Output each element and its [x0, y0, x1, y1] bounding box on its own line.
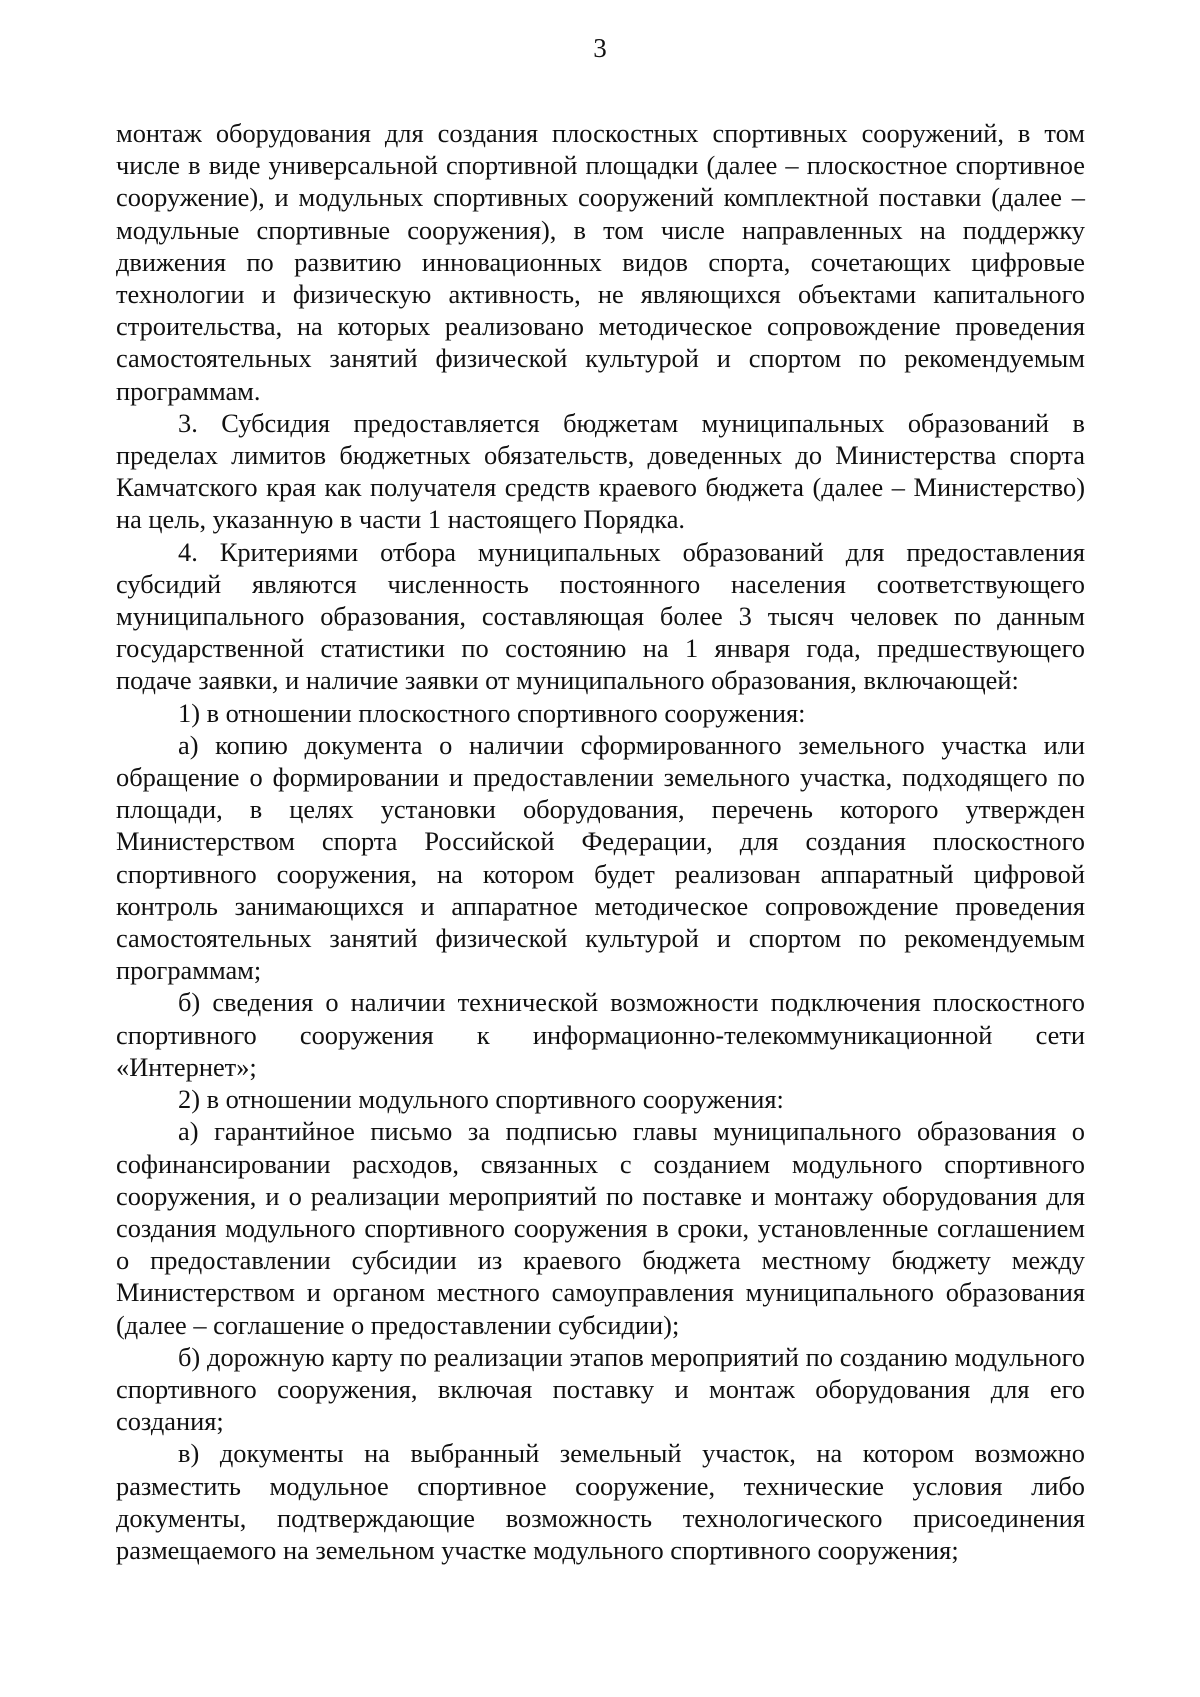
document-body	[116, 117, 1085, 1566]
paragraph-subitem-1a: а) копию документа о наличии сформированного земельного участка или обращение о формировании и предоставлении земельного участка, подходящего по площади, в целях установки оборудования, перечень которого утвержден Министерством спорта Российской Федерации, для создания плоскостного спортивного сооружения, на котором будет реализован аппаратный цифровой контроль занимающихся и аппаратное методическое сопровождение проведения самостоятельных занятий физической культурой и спортом по рекомендуемым программам;	[116, 729, 1085, 986]
paragraph-item-3: 3. Субсидия предоставляется бюджетам муниципальных образований в пределах лимитов бюджетных обязательств, доведенных до Министерства спорта Камчатского края как получателя средств краевого бюджета (далее – Министерство) на цель, указанную в части 1 настоящего Порядка.	[116, 407, 1085, 535]
paragraph-continuation: монтаж оборудования для создания плоскостных спортивных сооружений, в том числе в виде универсальной спортивной площадки (далее – плоскостное спортивное сооружение), и модульных спортивных сооружений комплектной поставки (далее – модульные спортивные сооружения), в том числе направленных на поддержку движения по развитию инновационных видов спорта, сочетающих цифровые технологии и физическую активность, не являющихся объектами капитального строительства, на которых реализовано методическое сопровождение проведения самостоятельных занятий физической культурой и спортом по рекомендуемым программам.	[116, 118, 1085, 406]
paragraph-subitem-2b: б) дорожную карту по реализации этапов мероприятий по созданию модульного спортивного сооружения, включая поставку и монтаж оборудования для его создания;	[116, 1341, 1085, 1437]
page-number: 3	[593, 33, 607, 63]
paragraph-subitem-2: 2) в отношении модульного спортивного сооружения:	[178, 1084, 784, 1115]
paragraph-item-4: 4. Критериями отбора муниципальных образований для предоставления субсидий являются численность постоянного населения соответствующего муниципального образования, составляющая более 3 тысяч человек по данным государственной статистики по состоянию на 1 января года, предшествующего подаче заявки, и наличие заявки от муниципального образования, включающей:	[116, 536, 1085, 696]
paragraph-subitem-2c: в) документы на выбранный земельный участок, на котором возможно разместить модульное спортивное сооружение, технические условия либо документы, подтверждающие возможность технологического присоединения размещаемого на земельном участке модульного спортивного сооружения;	[116, 1438, 1085, 1565]
paragraph-subitem-1: 1) в отношении плоскостного спортивного сооружения:	[178, 697, 806, 728]
paragraph-subitem-1b: б) сведения о наличии технической возможности подключения плоскостного спортивного сооружения к информационно-телекоммуникационной сети «Интернет»;	[116, 987, 1085, 1082]
paragraph-subitem-2a: а) гарантийное письмо за подписью главы муниципального образования о софинансировании расходов, связанных с созданием модульного спортивного сооружения, и о реализации мероприятий по поставке и монтажу оборудования для создания модульного спортивного сооружения в сроки, установленные соглашением о предоставлении субсидии из краевого бюджета местному бюджету между Министерством и органом местного самоуправления муниципального образования (далее – соглашение о предоставлении субсидии);	[116, 1116, 1085, 1340]
